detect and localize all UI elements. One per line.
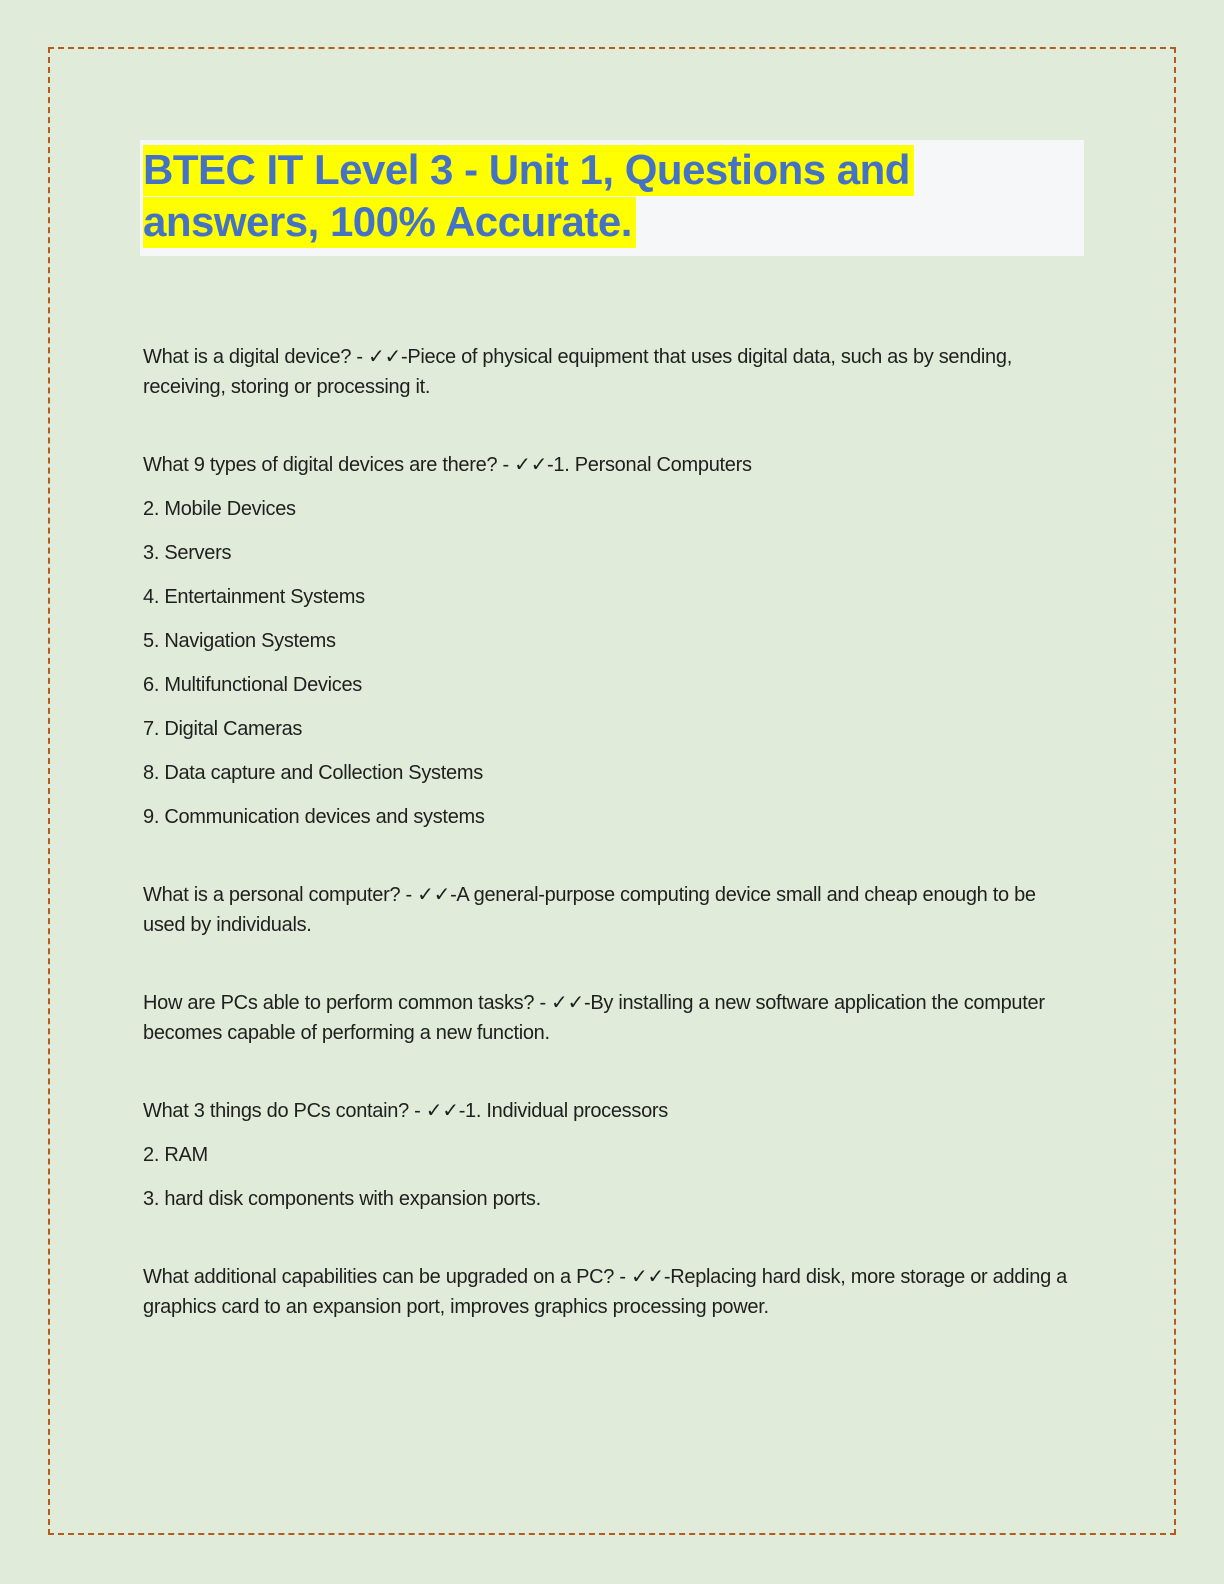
qa-list-item: 8. Data capture and Collection Systems — [143, 762, 483, 784]
document-title — [140, 144, 1084, 248]
qa-paragraph: What is a digital device? - ✓✓-Piece of physical equipment that uses digital data, such as by sending, receiving, storing or processing it. — [143, 346, 1012, 398]
qa-list-item: 3. hard disk components with expansion ports. — [143, 1188, 541, 1210]
qa-paragraph: What 3 things do PCs contain? - ✓✓-1. Individual processors — [143, 1100, 668, 1122]
title-line-2: answers, 100% Accurate. — [143, 197, 636, 248]
qa-list-item: 3. Servers — [143, 542, 232, 564]
qa-block — [143, 1096, 1073, 1214]
title-block — [140, 140, 1084, 256]
qa-list-item: 6. Multifunctional Devices — [143, 674, 362, 696]
qa-list-item: 2. RAM — [143, 1144, 208, 1166]
qa-block — [143, 988, 1073, 1048]
qa-paragraph: How are PCs able to perform common tasks? - ✓✓-By installing a new software application the computer becomes capable of performing a new function. — [143, 992, 1045, 1044]
qa-paragraph: What 9 types of digital devices are there? - ✓✓-1. Personal Computers — [143, 454, 752, 476]
qa-block — [143, 450, 1073, 832]
qa-list-item: 9. Communication devices and systems — [143, 806, 485, 828]
qa-list-item: 5. Navigation Systems — [143, 630, 336, 652]
qa-list-item: 2. Mobile Devices — [143, 498, 296, 520]
document-content — [140, 140, 1084, 1370]
qa-block — [143, 1262, 1073, 1322]
qa-block — [143, 880, 1073, 940]
qa-list-item: 7. Digital Cameras — [143, 718, 303, 740]
qa-block — [143, 342, 1073, 402]
title-line-1: BTEC IT Level 3 - Unit 1, Questions and — [143, 145, 914, 196]
qa-paragraph: What additional capabilities can be upgraded on a PC? - ✓✓-Replacing hard disk, more storage or adding a graphics card to an expansion port, improves graphics processing power. — [143, 1266, 1067, 1318]
qa-content — [143, 342, 1073, 1322]
qa-list-item: 4. Entertainment Systems — [143, 586, 365, 608]
qa-paragraph: What is a personal computer? - ✓✓-A general-purpose computing device small and cheap enough to be used by individuals. — [143, 884, 1036, 936]
